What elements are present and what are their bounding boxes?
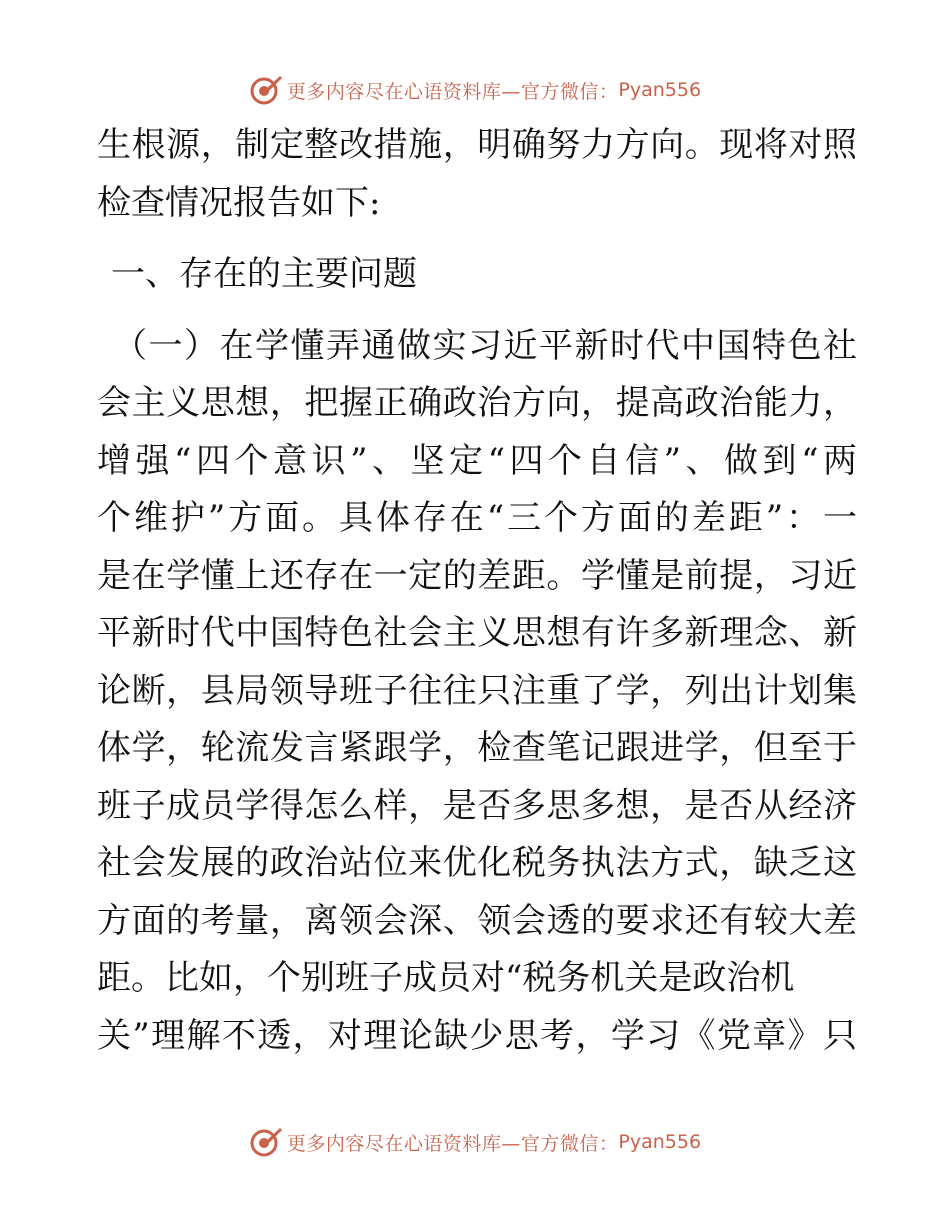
watermark-text: 更多内容尽在心语资料库—官方微信： (286, 1132, 619, 1155)
paragraph-line: 增强“四个意识”、坚定“四个自信”、做到“两 (97, 440, 857, 481)
document-body (97, 117, 857, 1065)
header-watermark (0, 73, 950, 107)
footer-watermark (0, 1125, 950, 1159)
watermark-wechat-id: Pyan556 (618, 79, 702, 101)
paragraph-line: 社会发展的政治站位来优化税务执法方式，缺乏这 (97, 843, 857, 883)
paragraph-line: 班子成员学得怎么样，是否多思多想，是否从经济 (97, 785, 857, 826)
watermark-text: 更多内容尽在心语资料库—官方微信： (286, 80, 619, 103)
paragraph-line: 个维护”方面。具体存在“三个方面的差距”：一 (97, 498, 857, 538)
quill-seal-icon (249, 1125, 283, 1159)
intro-line-1: 生根源，制定整改措施，明确努力方向。现将对照 (97, 125, 857, 165)
paragraph-line: 是在学懂上还存在一定的差距。学懂是前提，习近 (97, 555, 857, 596)
paragraph-line: 关”理解不透，对理论缺少思考，学习《党章》只 (97, 1015, 857, 1056)
section-heading: 一、存在的主要问题 (111, 254, 417, 294)
paragraph-line: 平新时代中国特色社会主义思想有许多新理念、新 (97, 613, 857, 653)
paragraph-line: （一）在学懂弄通做实习近平新时代中国特色社 (113, 325, 857, 366)
paragraph-line: 方面的考量，离领会深、领会透的要求还有较大差 (97, 900, 857, 941)
paragraph-line: 会主义思想，把握正确政治方向，提高政治能力， (97, 383, 857, 423)
intro-line-2: 检查情况报告如下: (97, 182, 381, 223)
paragraph-line: 体学，轮流发言紧跟学，检查笔记跟进学，但至于 (97, 728, 857, 768)
watermark-wechat-id: Pyan556 (618, 1131, 702, 1153)
paragraph-line: 论断，县局领导班子往往只注重了学，列出计划集 (97, 670, 857, 711)
paragraph-line: 距。比如，个别班子成员对“税务机关是政治机 (97, 958, 795, 998)
quill-seal-icon (249, 73, 283, 107)
